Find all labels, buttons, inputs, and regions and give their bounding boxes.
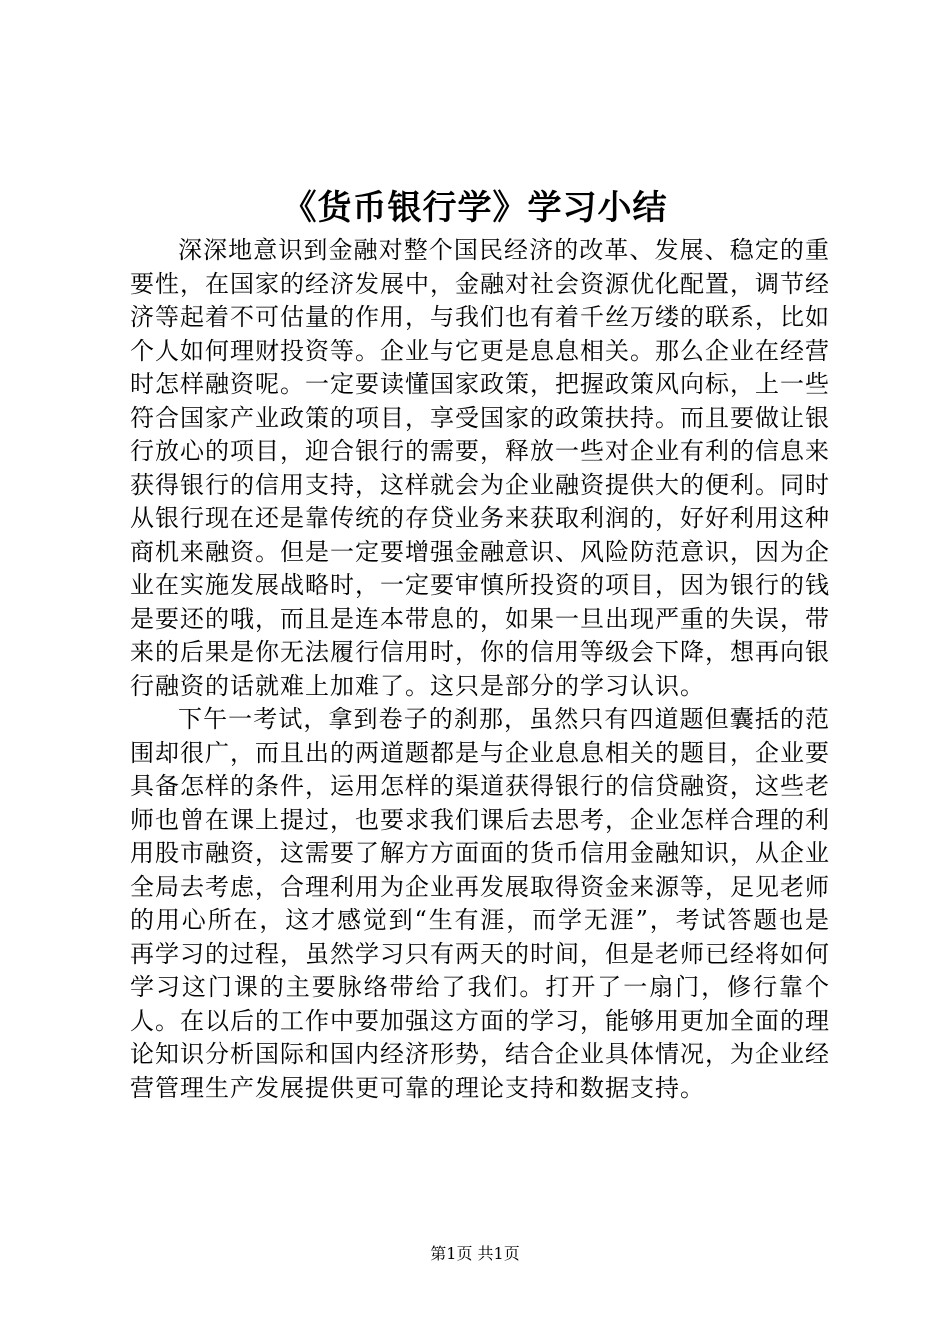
paragraph-2: 下午一考试，拿到卷子的刹那，虽然只有四道题但囊括的范围却很广，而且出的两道题都是与企业息息相关的题目，企业要具备怎样的条件，运用怎样的渠道获得银行的信贷融资，这些老师也曾在课上提过，也要求我们课后去思考，企业怎样合理的利用股市融资，这需要了解方方面面的货币信用金融知识，从企业全局去考虑，合理利用为企业再发展取得资金来源等，足见老师的用心所在，这才感觉到“生有涯，而学无涯”，考试答题也是再学习的过程，虽然学习只有两天的时间，但是老师已经将如何学习这门课的主要脉络带给了我们。打开了一扇门，修行靠个人。在以后的工作中要加强这方面的学习，能够用更加全面的理论知识分析国际和国内经济形势，结合企业具体情况，为企业经营管理生产发展提供更可靠的理论支持和数据支持。 <box>130 705 830 1102</box>
paragraph-1: 深深地意识到金融对整个国民经济的改革、发展、稳定的重要性，在国家的经济发展中，金融对社会资源优化配置，调节经济等起着不可估量的作用，与我们也有着千丝万缕的联系，比如个人如何理财投资等。企业与它更是息息相关。那么企业在经营时怎样融资呢。一定要读懂国家政策，把握政策风向标，上一些符合国家产业政策的项目，享受国家的政策扶持。而且要做让银行放心的项目，迎合银行的需要，释放一些对企业有利的信息来获得银行的信用支持，这样就会为企业融资提供大的便利。同时从银行现在还是靠传统的存贷业务来获取利润的，好好利用这种商机来融资。但是一定要增强金融意识、风险防范意识，因为企业在实施发展战略时，一定要审慎所投资的项目，因为银行的钱是要还的哦，而且是连本带息的，如果一旦出现严重的失误，带来的后果是你无法履行信用时，你的信用等级会下降，想再向银行融资的话就难上加难了。这只是部分的学习认识。 <box>130 236 830 700</box>
document-body <box>130 234 830 1105</box>
page-footer: 第1页 共1页 <box>430 1244 520 1263</box>
document-title: 《货币银行学》学习小结 <box>282 188 668 228</box>
